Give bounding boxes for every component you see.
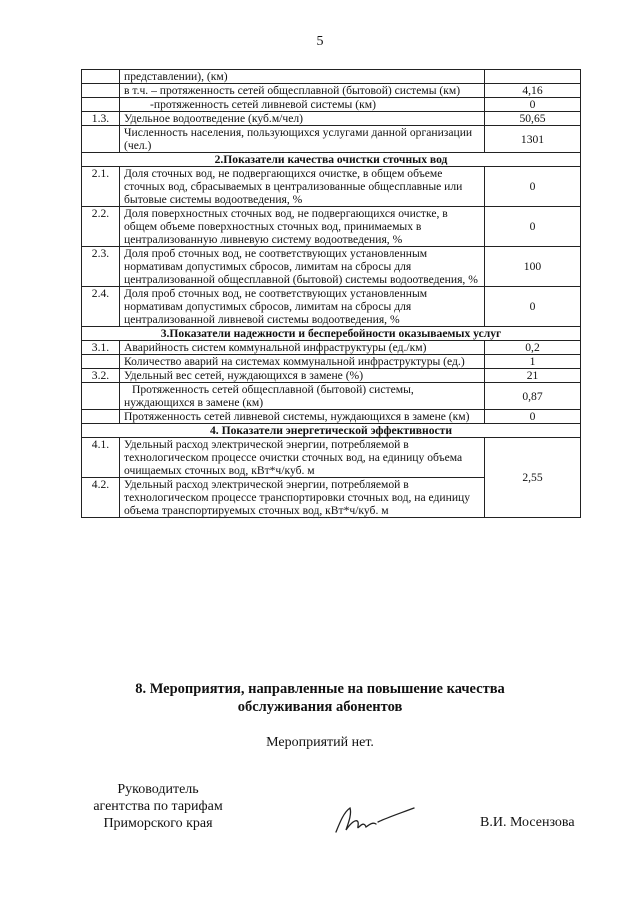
- signer-position-line: агентства по тарифам: [93, 799, 223, 814]
- table-row: [82, 438, 581, 478]
- row-value: 4,16: [485, 84, 581, 98]
- row-number: 4.2.: [82, 478, 120, 518]
- row-value: 0: [485, 287, 581, 327]
- row-text: Удельный расход электрической энергии, потребляемой в технологическом процессе очистки сточных вод, на единицу объема очищаемых сточных вод, кВт*ч/куб. м: [120, 438, 485, 478]
- section-header-row: [82, 424, 581, 438]
- row-text: в т.ч. – протяженность сетей общесплавной (бытовой) системы (км): [120, 84, 485, 98]
- table-row: [82, 126, 581, 153]
- row-text: представлении), (км): [120, 70, 485, 84]
- section-heading: 3.Показатели надежности и бесперебойности оказываемых услуг: [82, 327, 581, 341]
- signer-name: В.И. Мосензова: [480, 815, 575, 830]
- row-number: 2.3.: [82, 247, 120, 287]
- table-row: [82, 383, 581, 410]
- row-number: [82, 355, 120, 369]
- signer-position: [78, 781, 238, 832]
- row-value: 0,87: [485, 383, 581, 410]
- row-number: 3.2.: [82, 369, 120, 383]
- row-text: Доля сточных вод, не подвергающихся очистке, в общем объеме сточных вод, сбрасываемых в централизованные общесплавные или бытовые системы водоотведения, %: [120, 167, 485, 207]
- table-row: [82, 247, 581, 287]
- row-value: 0,2: [485, 341, 581, 355]
- row-text: Доля поверхностных сточных вод, не подвергающихся очистке, в общем объеме поверхностных сточных вод, принимаемых в централизованную ливневую систему водоотведения, %: [120, 207, 485, 247]
- row-value: 0: [485, 410, 581, 424]
- row-number: [82, 410, 120, 424]
- row-number: 2.2.: [82, 207, 120, 247]
- table-row: [82, 84, 581, 98]
- signer-position-line: Руководитель: [117, 782, 199, 797]
- row-value: 100: [485, 247, 581, 287]
- row-number: 3.1.: [82, 341, 120, 355]
- row-text: Доля проб сточных вод, не соответствующих установленным нормативам допустимых сбросов, лимитам на сбросы для централизованной общесплавной (бытовой) системы водоотведения, %: [120, 247, 485, 287]
- table-row: [82, 207, 581, 247]
- table-row: [82, 98, 581, 112]
- section-header-row: [82, 327, 581, 341]
- section-8-title-line: обслуживания абонентов: [237, 699, 403, 715]
- table-row: [82, 167, 581, 207]
- row-value: 1: [485, 355, 581, 369]
- row-number: [82, 84, 120, 98]
- row-number: 2.4.: [82, 287, 120, 327]
- row-value: 50,65: [485, 112, 581, 126]
- table-row: [82, 287, 581, 327]
- row-value: 0: [485, 98, 581, 112]
- handwritten-signature: [328, 800, 418, 840]
- section-heading: 2.Показатели качества очистки сточных вод: [82, 153, 581, 167]
- table-row: [82, 341, 581, 355]
- row-number: [82, 383, 120, 410]
- row-text: Доля проб сточных вод, не соответствующих установленным нормативам допустимых сбросов, лимитам на сбросы для централизованной ливневой системы водоотведения, %: [120, 287, 485, 327]
- row-value: 1301: [485, 126, 581, 153]
- row-value: 0: [485, 167, 581, 207]
- row-text: Количество аварий на системах коммунальной инфраструктуры (ед.): [120, 355, 485, 369]
- row-value: 0: [485, 207, 581, 247]
- row-text: -протяженность сетей ливневой системы (км): [120, 98, 485, 112]
- row-text: Удельный вес сетей, нуждающихся в замене (%): [120, 369, 485, 383]
- row-text: Аварийность систем коммунальной инфраструктуры (ед./км): [120, 341, 485, 355]
- row-text: Протяженность сетей ливневой системы, нуждающихся в замене (км): [120, 410, 485, 424]
- section-header-row: [82, 153, 581, 167]
- row-value: 21: [485, 369, 581, 383]
- table-row: [82, 410, 581, 424]
- row-number: 1.3.: [82, 112, 120, 126]
- section-8-title-line: 8. Мероприятия, направленные на повышение качества: [135, 681, 505, 697]
- indicators-table: [81, 69, 581, 518]
- row-number: [82, 98, 120, 112]
- row-number: [82, 126, 120, 153]
- signer-position-line: Приморского края: [103, 816, 213, 831]
- row-text: Протяженность сетей общесплавной (бытовой) системы, нуждающихся в замене (км): [120, 383, 485, 410]
- section-8-title: [0, 680, 640, 716]
- row-text: Численность населения, пользующихся услугами данной организации (чел.): [120, 126, 485, 153]
- row-value: [485, 70, 581, 84]
- page-number: 5: [316, 34, 324, 49]
- section-heading: 4. Показатели энергетической эффективности: [82, 424, 581, 438]
- table-row: [82, 355, 581, 369]
- table-row: [82, 112, 581, 126]
- table-row: [82, 70, 581, 84]
- row-number: 2.1.: [82, 167, 120, 207]
- row-number: [82, 70, 120, 84]
- row-value: 2,55: [485, 438, 581, 518]
- table-row: [82, 369, 581, 383]
- row-text: Удельное водоотведение (куб.м/чел): [120, 112, 485, 126]
- row-number: 4.1.: [82, 438, 120, 478]
- row-text: Удельный расход электрической энергии, потребляемой в технологическом процессе транспортировки сточных вод, на единицу объема транспортируемых сточных вод, кВт*ч/куб. м: [120, 478, 485, 518]
- no-measures-text: Мероприятий нет.: [266, 735, 374, 750]
